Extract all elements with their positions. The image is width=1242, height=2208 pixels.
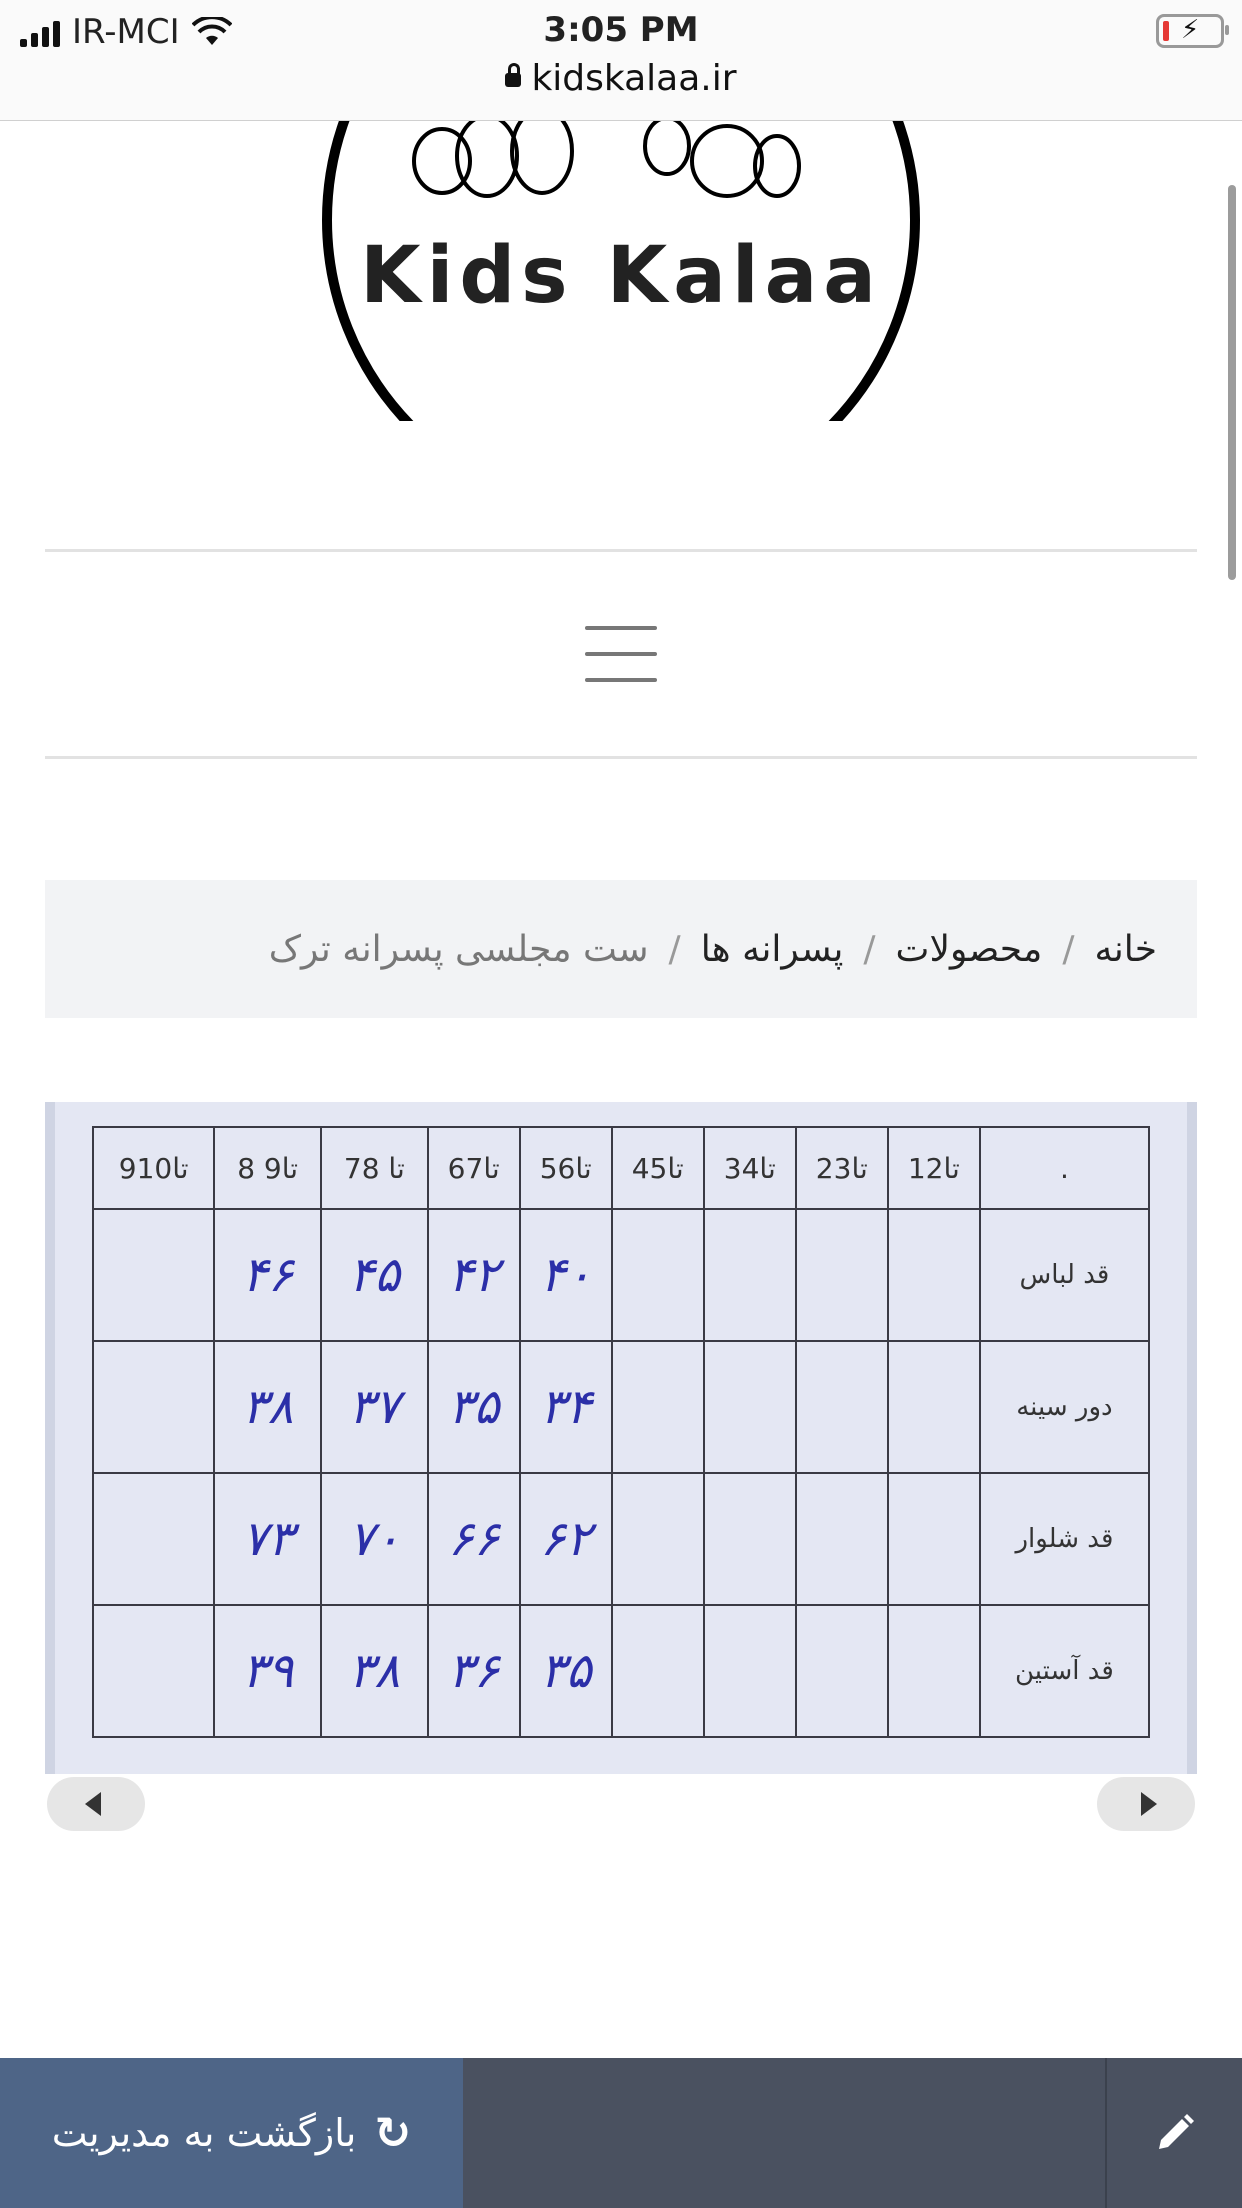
size-value [704, 1605, 796, 1737]
size-value [796, 1473, 888, 1605]
page-scrollbar[interactable] [1228, 185, 1236, 580]
clock: 3:05 PM [543, 10, 699, 50]
pencil-icon [1155, 2113, 1195, 2153]
size-value: ۳۴ [520, 1341, 612, 1473]
carrier-name: IR-MCI [72, 12, 180, 52]
size-value: ۳۸ [321, 1605, 428, 1737]
size-value: ۳۹ [214, 1605, 321, 1737]
size-value [612, 1209, 704, 1341]
size-header: 8 تا9 [214, 1127, 321, 1209]
site-logo[interactable] [322, 121, 920, 421]
gallery-next-button[interactable] [1097, 1777, 1195, 1831]
row-label: قد آستین [980, 1605, 1149, 1737]
breadcrumb-home[interactable]: خانه [1094, 928, 1157, 970]
breadcrumb-separator: / [668, 928, 681, 970]
edit-button[interactable] [1107, 2058, 1242, 2208]
size-header: 5تا6 [520, 1127, 612, 1209]
table-row [93, 1473, 1149, 1605]
size-value: ۷۰ [321, 1473, 428, 1605]
back-to-admin-button[interactable] [0, 2058, 463, 2208]
url-text: kidskalaa.ir [531, 58, 737, 99]
size-value [93, 1341, 214, 1473]
breadcrumb-separator: / [863, 928, 876, 970]
site-logo-area [0, 121, 1242, 421]
size-header: 4تا5 [612, 1127, 704, 1209]
row-label: قد شلوار [980, 1473, 1149, 1605]
size-value [796, 1605, 888, 1737]
size-value [612, 1473, 704, 1605]
size-value: ۶۶ [428, 1473, 520, 1605]
size-header: 3تا4 [704, 1127, 796, 1209]
back-to-admin-label: بازگشت به مدیریت [51, 2111, 357, 2155]
hamburger-menu-icon[interactable] [585, 626, 657, 682]
status-bar [0, 0, 1242, 121]
size-value [888, 1209, 980, 1341]
divider-bottom [45, 756, 1197, 759]
size-header: . [980, 1127, 1149, 1209]
size-header: 7تا 8 [321, 1127, 428, 1209]
size-value [93, 1605, 214, 1737]
gallery-prev-button[interactable] [47, 1777, 145, 1831]
size-value [796, 1209, 888, 1341]
row-label: دور سینه [980, 1341, 1149, 1473]
divider-top [45, 549, 1197, 552]
size-value: ۳۸ [214, 1341, 321, 1473]
size-value: ۳۵ [428, 1341, 520, 1473]
table-row [93, 1341, 1149, 1473]
lock-icon [505, 73, 521, 87]
size-value: ۳۷ [321, 1341, 428, 1473]
size-value: ۴۶ [214, 1209, 321, 1341]
product-image[interactable] [45, 1102, 1197, 1774]
table-row [93, 1605, 1149, 1737]
undo-icon: ↻ [374, 2107, 412, 2159]
breadcrumb-current: ست مجلسی پسرانه ترک [268, 928, 649, 970]
size-header: 9تا10 [93, 1127, 214, 1209]
size-value [93, 1209, 214, 1341]
size-value [704, 1473, 796, 1605]
size-header: 1تا2 [888, 1127, 980, 1209]
size-value [888, 1473, 980, 1605]
size-value: ۴۵ [321, 1209, 428, 1341]
chevron-right-icon [1141, 1792, 1157, 1816]
size-value [888, 1605, 980, 1737]
size-value: ۶۲ [520, 1473, 612, 1605]
size-value [704, 1209, 796, 1341]
row-label: قد لباس [980, 1209, 1149, 1341]
breadcrumb [45, 880, 1197, 1018]
breadcrumb-products[interactable]: محصولات [895, 928, 1043, 970]
size-value: ۷۳ [214, 1473, 321, 1605]
size-value: ۴۲ [428, 1209, 520, 1341]
size-chart-paper [55, 1102, 1187, 1774]
table-row [93, 1209, 1149, 1341]
size-value: ۳۵ [520, 1605, 612, 1737]
chevron-left-icon [85, 1792, 101, 1816]
size-header: 2تا3 [796, 1127, 888, 1209]
size-header: 6تا7 [428, 1127, 520, 1209]
admin-bar [0, 2058, 1242, 2208]
size-value [704, 1341, 796, 1473]
size-value [93, 1473, 214, 1605]
breadcrumb-separator: / [1062, 928, 1075, 970]
size-value: ۳۶ [428, 1605, 520, 1737]
battery-icon: ⚡ [1156, 14, 1224, 48]
size-chart-header-row [93, 1127, 1149, 1209]
address-bar[interactable] [0, 58, 1242, 99]
size-value [612, 1341, 704, 1473]
breadcrumb-boys[interactable]: پسرانه ها [700, 928, 844, 970]
size-value [612, 1605, 704, 1737]
logo-text: Kids Kalaa [360, 231, 882, 321]
size-value [888, 1341, 980, 1473]
size-value [796, 1341, 888, 1473]
size-value: ۴۰ [520, 1209, 612, 1341]
size-chart-table [92, 1126, 1150, 1738]
